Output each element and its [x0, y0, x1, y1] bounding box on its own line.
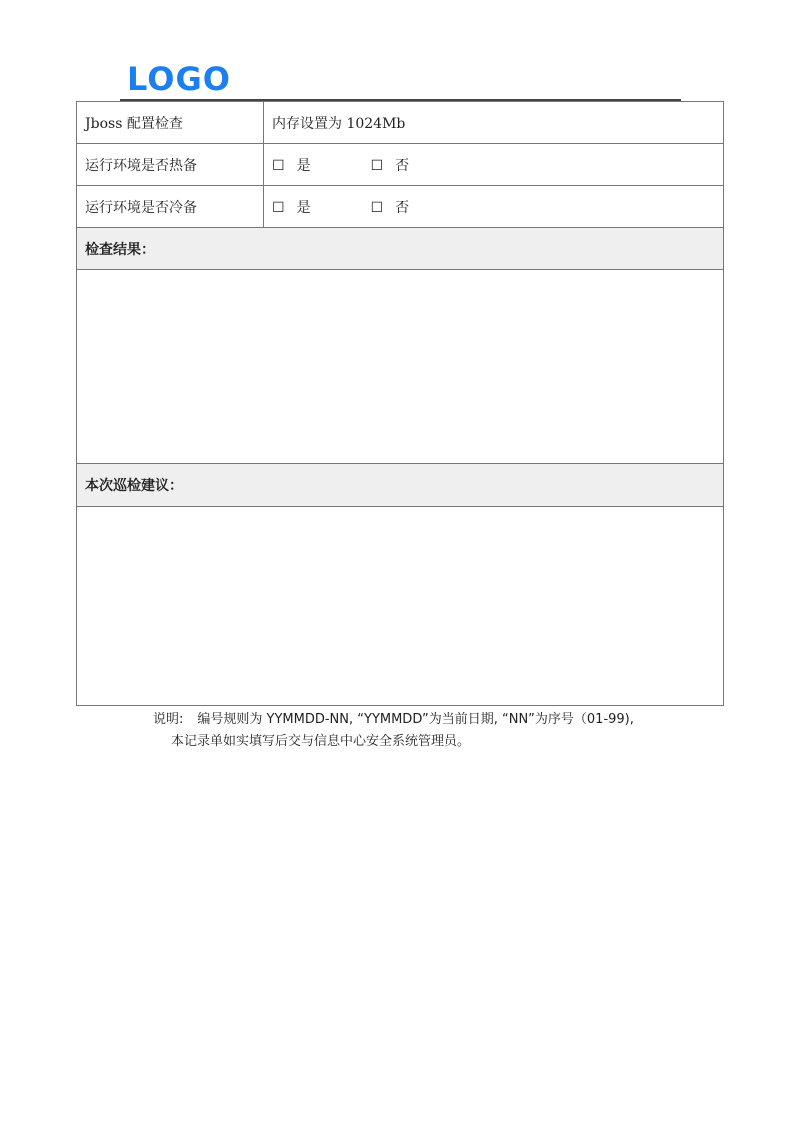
cold-no-label: 否 [395, 199, 410, 216]
hot-standby-label: 运行环境是否热备 [77, 144, 264, 186]
cold-yes-label: 是 [296, 199, 311, 216]
footnote [153, 709, 634, 753]
jboss-value: 内存设置为 1024Mb [264, 102, 724, 144]
table-row-hot-standby [77, 144, 724, 186]
hot-yes-checkbox[interactable]: ☐ [272, 157, 285, 174]
result-title: 检查结果： [77, 228, 724, 270]
hot-standby-options [264, 144, 724, 186]
suggestion-title: 本次巡检建议： [77, 464, 724, 507]
table-row-jboss [77, 102, 724, 144]
footnote-line1: 编号规则为 YYMMDD-NN, “YYMMDD”为当前日期, “NN”为序号（01-99), [197, 712, 634, 727]
cold-standby-label: 运行环境是否冷备 [77, 186, 264, 228]
hot-no-label: 否 [395, 157, 410, 174]
inspection-form-table [76, 101, 724, 706]
result-input-area[interactable] [77, 270, 724, 464]
table-row-cold-standby [77, 186, 724, 228]
footnote-label: 说明: [153, 712, 184, 727]
logo: LOGO [127, 60, 231, 98]
hot-no-checkbox[interactable]: ☐ [370, 157, 384, 174]
hot-yes-label: 是 [296, 157, 311, 174]
cold-standby-options [264, 186, 724, 228]
result-content-area [77, 270, 724, 464]
suggestion-content-area [77, 507, 724, 706]
jboss-label: Jboss 配置检查 [77, 102, 264, 144]
footnote-line2: 本记录单如实填写后交与信息中心安全系统管理员。 [171, 734, 471, 749]
cold-yes-checkbox[interactable]: ☐ [272, 199, 285, 216]
suggestion-input-area[interactable] [77, 507, 724, 706]
result-section-header [77, 228, 724, 270]
suggestion-section-header [77, 464, 724, 507]
cold-no-checkbox[interactable]: ☐ [370, 199, 384, 216]
